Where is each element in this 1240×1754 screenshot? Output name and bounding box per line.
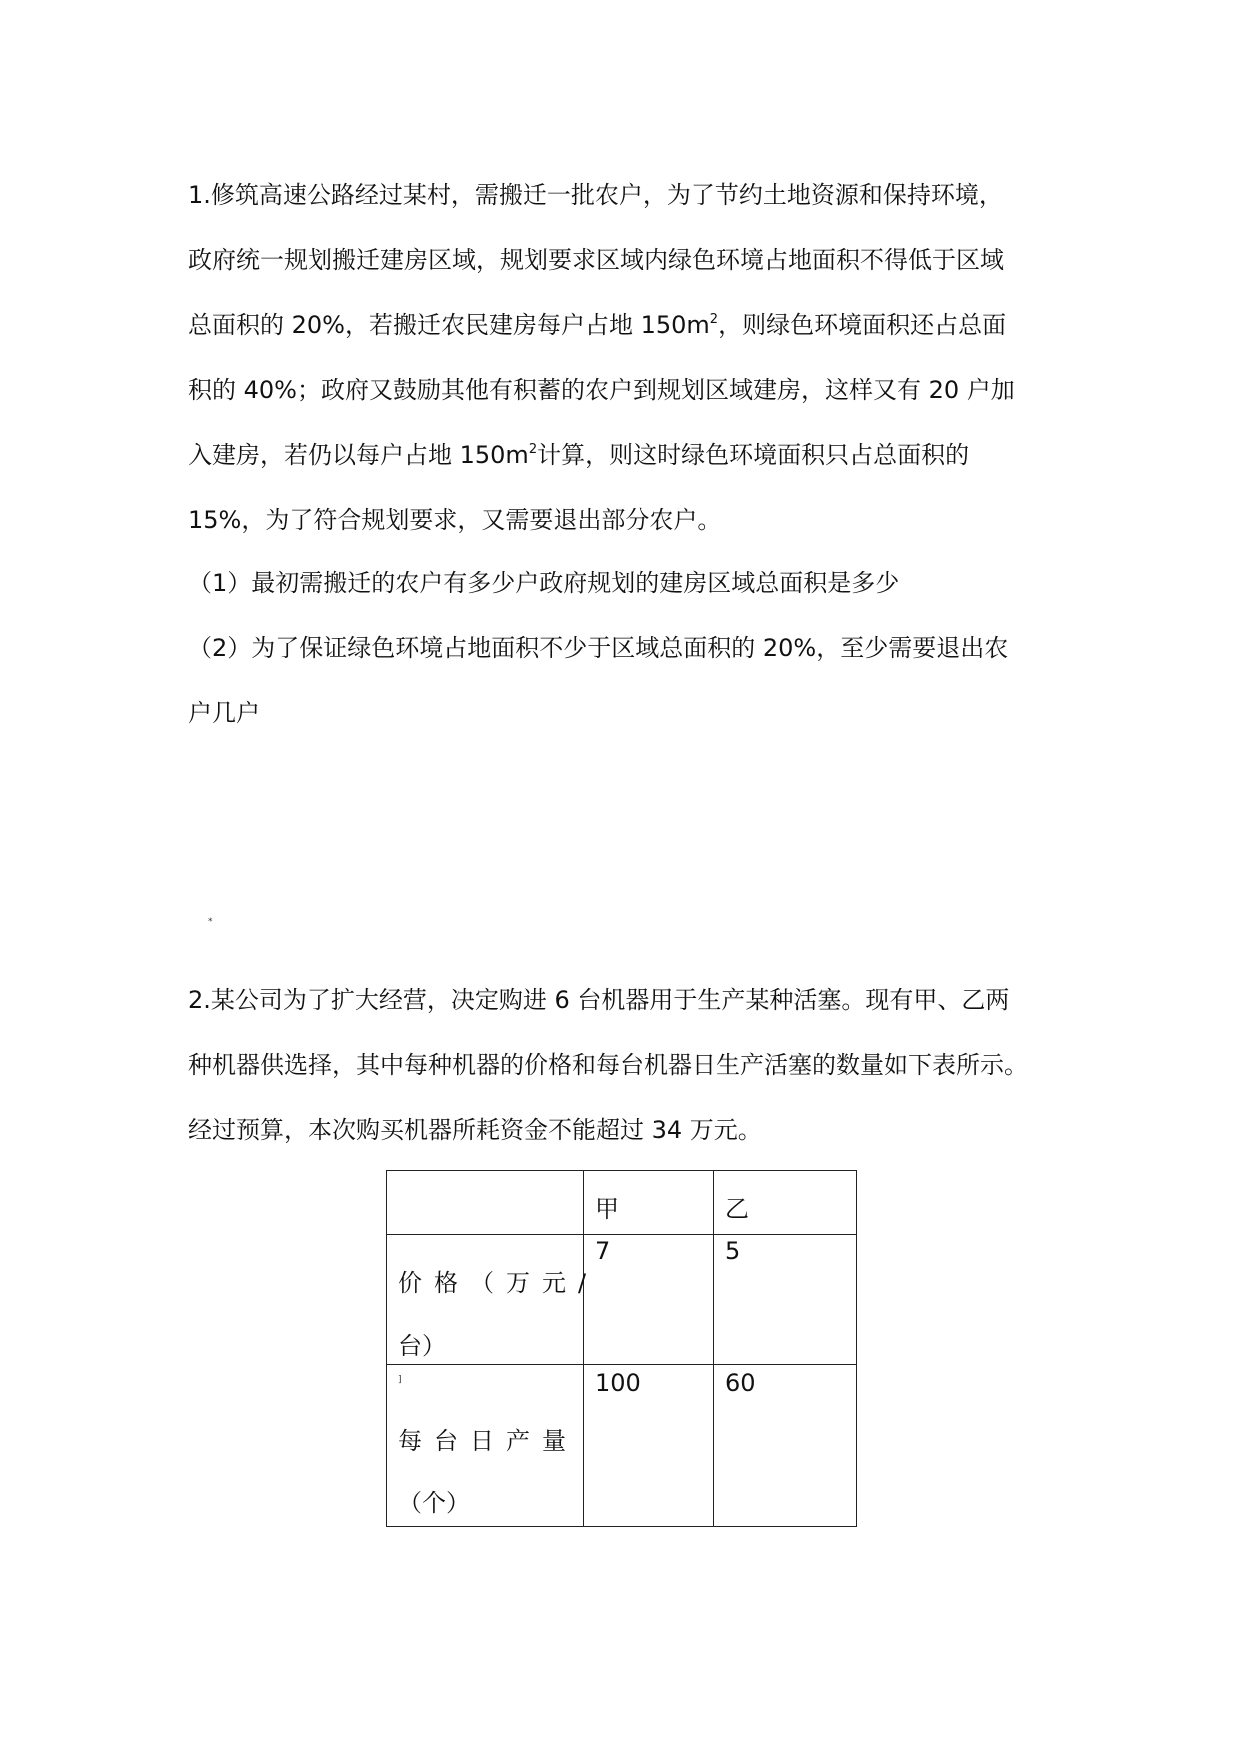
- problem1-line-5-text-b: 计算，则这时绿色环境面积只占总面积的: [537, 441, 970, 469]
- table-row: [387, 1171, 857, 1235]
- machine-comparison-table: [386, 1170, 857, 1527]
- output-label-line-1: 每台日产量: [398, 1427, 578, 1455]
- output-yi: 60: [725, 1369, 756, 1397]
- question-1: （1）最初需搬迁的农户有多少户政府规划的建房区域总面积是多少: [188, 569, 900, 597]
- stray-mark: *: [208, 917, 213, 927]
- table-header-cell: [714, 1171, 857, 1235]
- problem1-line-5-text-a: 入建房，若仍以每户占地 150m: [188, 441, 529, 469]
- output-jia: 100: [595, 1369, 641, 1397]
- superscript-2: 2: [709, 312, 719, 327]
- problem1-line-1: 1.修筑高速公路经过某村，需搬迁一批农户，为了节约土地资源和保持环境，: [188, 181, 1003, 209]
- table-row: [387, 1365, 857, 1527]
- superscript-2: 2: [528, 442, 538, 457]
- problem1-line-3-text-a: 总面积的 20%，若搬迁农民建房每户占地 150m: [188, 311, 710, 339]
- problem1-line-3: [188, 310, 1006, 340]
- problem1-line-5: [188, 440, 969, 470]
- question-2-line-2: 户几户: [188, 699, 260, 727]
- table-header-cell: [584, 1171, 714, 1235]
- table-row-label-cell: [387, 1365, 584, 1527]
- problem2-line-2: 种机器供选择，其中每种机器的价格和每台机器日生产活塞的数量如下表所示。: [188, 1051, 1028, 1079]
- table-cell: [714, 1365, 857, 1527]
- table-cell: [714, 1235, 857, 1365]
- table-row-label-cell: [387, 1235, 599, 1365]
- table-header-empty: [387, 1171, 584, 1235]
- table-row: [387, 1235, 857, 1365]
- problem2-line-1: 2.某公司为了扩大经营，决定购进 6 台机器用于生产某种活塞。现有甲、乙两: [188, 986, 1010, 1014]
- problem1-line-6: 15%，为了符合规划要求，又需要退出部分农户。: [188, 506, 722, 534]
- problem1-line-4: 积的 40%；政府又鼓励其他有积蓄的农户到规划区域建房，这样又有 20 户加: [188, 376, 1015, 404]
- table-cell: [584, 1235, 714, 1365]
- output-note-mark: ]: [398, 1375, 402, 1385]
- problem2-line-3: 经过预算，本次购买机器所耗资金不能超过 34 万元。: [188, 1116, 762, 1144]
- problem1-line-3-text-b: ，则绿色环境面积还占总面: [718, 311, 1007, 339]
- price-yi: 5: [725, 1237, 741, 1265]
- table-cell: [584, 1365, 714, 1527]
- question-2-line-1: （2）为了保证绿色环境占地面积不少于区域总面积的 20%，至少需要退出农: [188, 634, 1009, 662]
- price-jia: 7: [595, 1237, 611, 1265]
- header-jia: 甲: [595, 1195, 619, 1223]
- header-yi: 乙: [725, 1195, 749, 1223]
- price-label-line-1: 价格（万元/: [398, 1269, 599, 1297]
- output-label-line-2: （个）: [398, 1489, 470, 1517]
- price-label-line-2: 台）: [398, 1332, 446, 1360]
- problem1-line-2: 政府统一规划搬迁建房区域，规划要求区域内绿色环境占地面积不得低于区域: [188, 246, 1004, 274]
